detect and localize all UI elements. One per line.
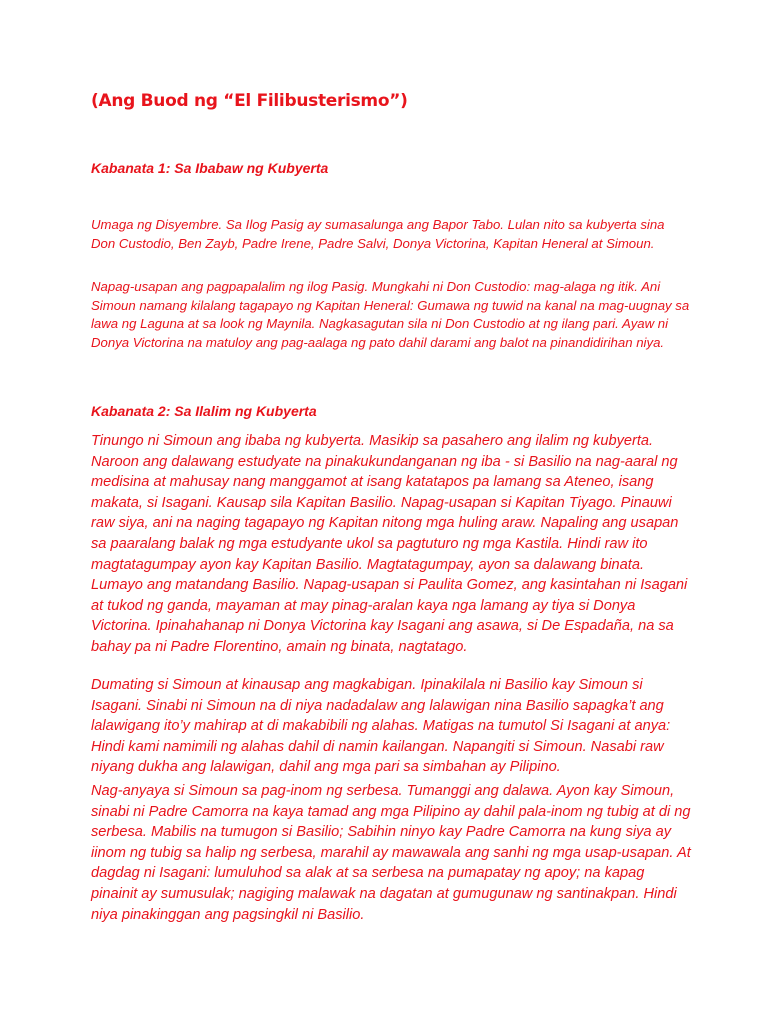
chapter-2-paragraph-3: Nag-anyaya si Simoun sa pag-inom ng serbesa. Tumanggi ang dalawa. Ayon kay Simoun, sinabi ni Padre Camorra na kaya tamad ang mga Pilipino ay dahil pala-inom ng tubig at di ng serbesa. Mabilis na tumugon si Basilio; Sabihin ninyo kay Padre Camorra na kung siya ay iinom ng tubig sa halip ng serbesa, marahil ay mawawala ang sanhi ng mga usap-usapan. At dagdag ni Isagani: lumuluhod sa alak at sa serbesa na pumapatay ng apoy; na kapag pinainit ay sumusulak; nagiging malawak na dagatan at gumugunaw ng santinakpan. Hindi niya pinakinggan ang pagsingkil ni Basilio.	[91, 783, 691, 923]
chapter-2-paragraph-1: Tinungo ni Simoun ang ibaba ng kubyerta. Masikip sa pasahero ang ilalim ng kubyerta. Naroon ang dalawang estudyate na pinakukundanganan ng iba - si Basilio na nag-aaral ng medisina at mahusay nang manggamot at isang katatapos pa lamang sa Ateneo, isang makata, si Isagani. Kausap sila Kapitan Basilio. Napag-usapan si Kapitan Tiyago. Pinauwi raw siya, ani na naging tagapayo ng Kapitan nitong mga huling araw. Napaling ang usapan sa paaralang balak ng mga estudyante ukol sa pagtuturo ng mga Kastila. Hindi raw ito magtatagumpay ayon kay Kapitan Basilio. Magtatagumpay, ayon sa dalawang binata. Lumayo ang matandang Basilio. Napag-usapan si Paulita Gomez, ang kasintahan ni Isagani at tukod ng ganda, mayaman at may pinag-aralan kaya nga lamang ay tiya si Donya Victorina. Ipinahahanap ni Donya Victorina kay Isagani ang asawa, si De Espadaña, na sa bahay pa ni Padre Florentino, amain ng binata, nagtatago.	[91, 433, 688, 655]
chapter-1-heading: Kabanata 1: Sa Ibabaw ng Kubyerta	[91, 160, 329, 176]
chapter-1-paragraph-2: Napag-usapan ang pagpapalalim ng ilog Pasig. Mungkahi ni Don Custodio: mag-alaga ng itik. Ani Simoun namang kilalang tagapayo ng Kapitan Heneral: Gumawa ng tuwid na kanal na mag-uugnay sa lawa ng Laguna at sa look ng Maynila. Nagkasagutan sila ni Don Custodio at ng ilang pari. Ayaw ni Donya Victorina na matuloy ang pag-aalaga ng pato dahil darami ang balot na pinandidirihan niya.	[91, 279, 690, 351]
chapter-2-paragraph-2: Dumating si Simoun at kinausap ang magkabigan. Ipinakilala ni Basilio kay Simoun si Isagani. Sinabi ni Simoun na di niya nadadalaw ang lalawigan nina Basilio sapagka’t ang lalawigang ito’y mahirap at di makabibili ng alahas. Matigas na tumutol Si Isagani at anya: Hindi kami namimili ng alahas dahil di namin kailangan. Napangiti si Simoun. Nasabi raw niyang dukha ang lalawigan, dahil ang mga pari sa simbahan ay Pilipino.	[91, 677, 671, 776]
document-title: (Ang Buod ng “El Filibusterismo”)	[91, 91, 408, 111]
chapter-1-paragraph-1: Umaga ng Disyembre. Sa Ilog Pasig ay sumasalunga ang Bapor Tabo. Lulan nito sa kubyerta sina Don Custodio, Ben Zayb, Padre Irene, Padre Salvi, Donya Victorina, Kapitan Heneral at Simoun.	[91, 217, 665, 251]
chapter-2-heading: Kabanata 2: Sa Ilalim ng Kubyerta	[91, 403, 317, 419]
